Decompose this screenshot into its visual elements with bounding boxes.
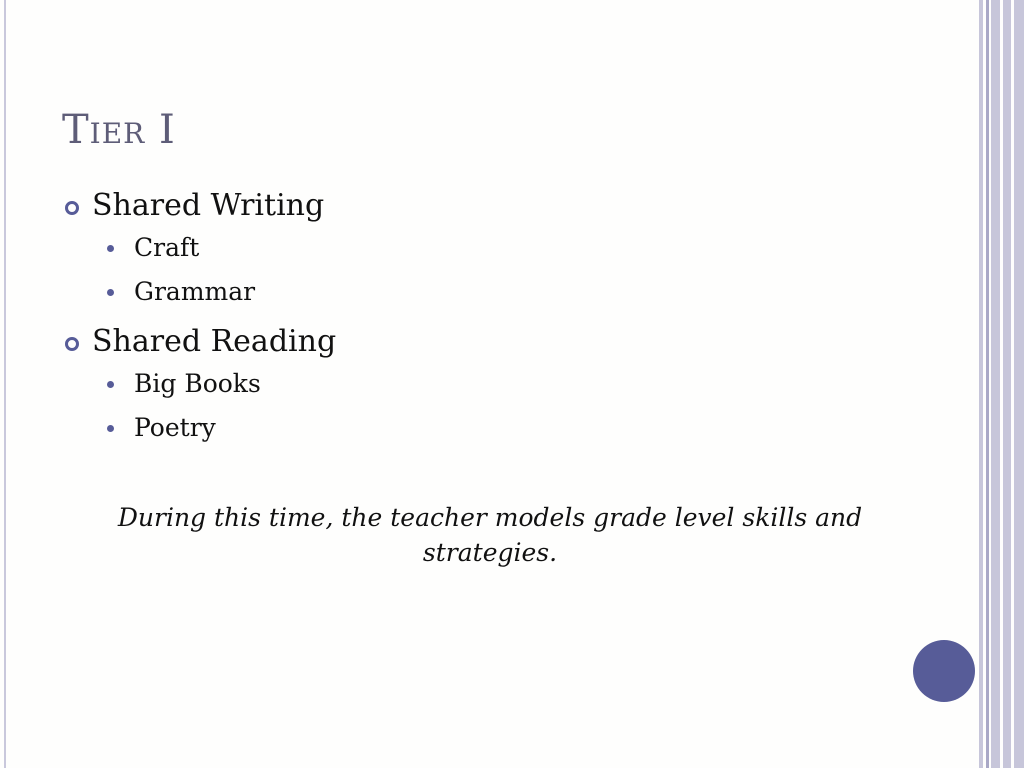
- left-border-line: [4, 0, 6, 768]
- sub-list-item: [62, 406, 942, 450]
- right-stripe: [979, 0, 983, 768]
- filled-dot-bullet-icon: [107, 289, 114, 296]
- hollow-circle-bullet-icon: [65, 337, 79, 351]
- right-stripe: [986, 0, 989, 768]
- hollow-circle-bullet-icon: [65, 201, 79, 215]
- sub-list-item-label: Big Books: [134, 369, 261, 398]
- filled-dot-bullet-icon: [107, 381, 114, 388]
- sub-list-item: [62, 226, 942, 270]
- sub-list-item: [62, 362, 942, 406]
- list-item-label: Shared Writing: [92, 188, 325, 223]
- sub-list-item: [62, 270, 942, 314]
- filled-dot-bullet-icon: [107, 245, 114, 252]
- list-item-label: Shared Reading: [92, 324, 337, 359]
- list-item: [62, 186, 942, 226]
- right-stripe: [1014, 0, 1024, 768]
- italic-note: During this time, the teacher models grade level skills and strategies.: [117, 503, 863, 567]
- list-item: [62, 322, 942, 362]
- circle-decoration-icon: [913, 640, 975, 702]
- sub-list-item-label: Poetry: [134, 413, 216, 442]
- sub-list-item-label: Grammar: [134, 277, 256, 306]
- filled-dot-bullet-icon: [107, 425, 114, 432]
- bullet-list: [62, 186, 942, 450]
- right-stripe: [991, 0, 1000, 768]
- slide-title: Tier I: [62, 107, 176, 153]
- right-stripe: [1003, 0, 1011, 768]
- sub-list-item-label: Craft: [134, 233, 200, 262]
